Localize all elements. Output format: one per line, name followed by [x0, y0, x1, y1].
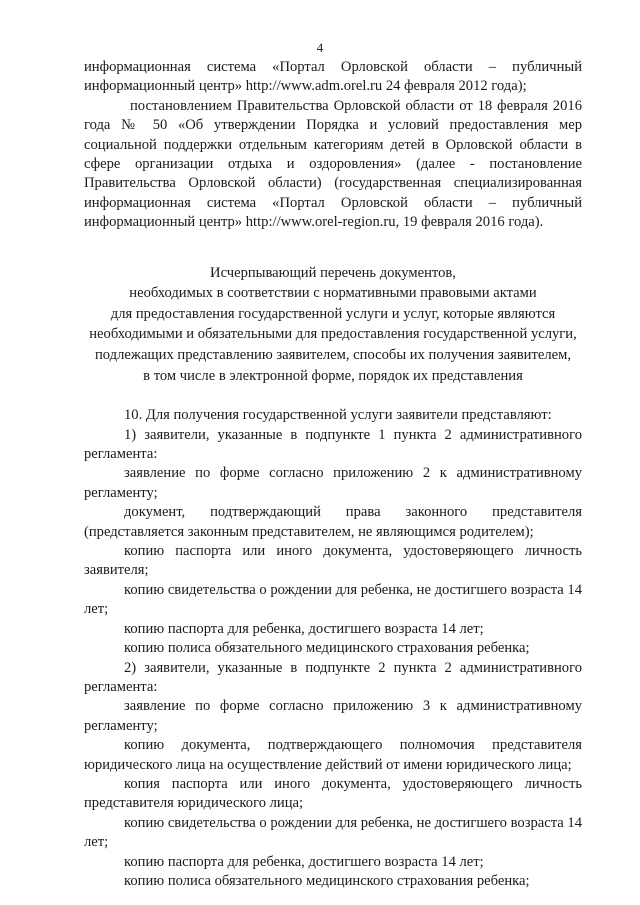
heading-line: необходимых в соответствии с нормативными правовыми актами — [129, 285, 537, 302]
list-item: документ, подтверждающий права законного представителя (представляется законным представителем, не являющимся родителем); — [84, 504, 582, 540]
list-item: копию паспорта или иного документа, удостоверяющего личность заявителя; — [84, 543, 582, 579]
document-list — [84, 406, 582, 891]
list-item: копию полиса обязательного медицинского страхования ребенка; — [124, 640, 530, 657]
list-item: копию документа, подтверждающего полномочия представителя юридического лица на осуществление действий от имени юридического лица; — [84, 737, 582, 773]
heading-line: необходимыми и обязательными для предоставления государственной услуги, — [89, 326, 577, 343]
heading-line: в том числе в электронной форме, порядок их представления — [143, 367, 523, 384]
list-item: копию полиса обязательного медицинского страхования ребенка; — [124, 872, 530, 889]
list-item: копию свидетельства о рождении для ребенка, не достигшего возраста 14 лет; — [84, 814, 582, 851]
section-heading — [84, 263, 582, 387]
list-item: 10. Для получения государственной услуги заявители представляют: — [124, 407, 552, 424]
heading-line: для предоставления государственной услуги и услуг, которые являются — [110, 305, 556, 322]
intro-line-a1: информационная система «Портал Орловской области – публичный — [84, 59, 582, 75]
list-item: заявление по форме согласно приложению 3 к административному регламенту; — [84, 698, 582, 734]
list-item: копию свидетельства о рождении для ребенка, не достигшего возраста 14 лет; — [84, 581, 582, 618]
intro-line-a2: информационный центр» http://www.adm.orel.ru 24 февраля 2012 года); — [84, 78, 527, 95]
intro-paragraph-decree: постановлением Правительства Орловской области от 18 февраля 2016 года № 50 «Об утверждении Порядка и условий предоставления мер социальной поддержки отдельным категориям детей в Орловской области в сфере организации отдыха и оздоровления» (далее - постановление Правительства Орловской области) (государственная специализированная информационная система «Портал Орловской области – публичный информационный центр» http://www.orel-region.ru, 19 февраля 2016 года). — [84, 97, 582, 231]
heading-line: подлежащих представлению заявителем, способы их получения заявителем, — [95, 347, 571, 364]
list-item: копию паспорта для ребенка, достигшего возраста 14 лет; — [124, 620, 484, 637]
page-number: 4 — [316, 40, 324, 55]
list-item: 1) заявители, указанные в подпункте 1 пункта 2 административного регламента: — [84, 426, 582, 463]
document-body — [84, 58, 582, 891]
list-item: копия паспорта или иного документа, удостоверяющего личность представителя юридического лица; — [84, 775, 582, 812]
list-item: 2) заявители, указанные в подпункте 2 пункта 2 административного регламента: — [84, 659, 582, 695]
heading-line: Исчерпывающий перечень документов, — [210, 264, 456, 281]
list-item: копию паспорта для ребенка, достигшего возраста 14 лет; — [124, 853, 484, 870]
list-item: заявление по форме согласно приложению 2 к административному регламенту; — [84, 465, 582, 501]
